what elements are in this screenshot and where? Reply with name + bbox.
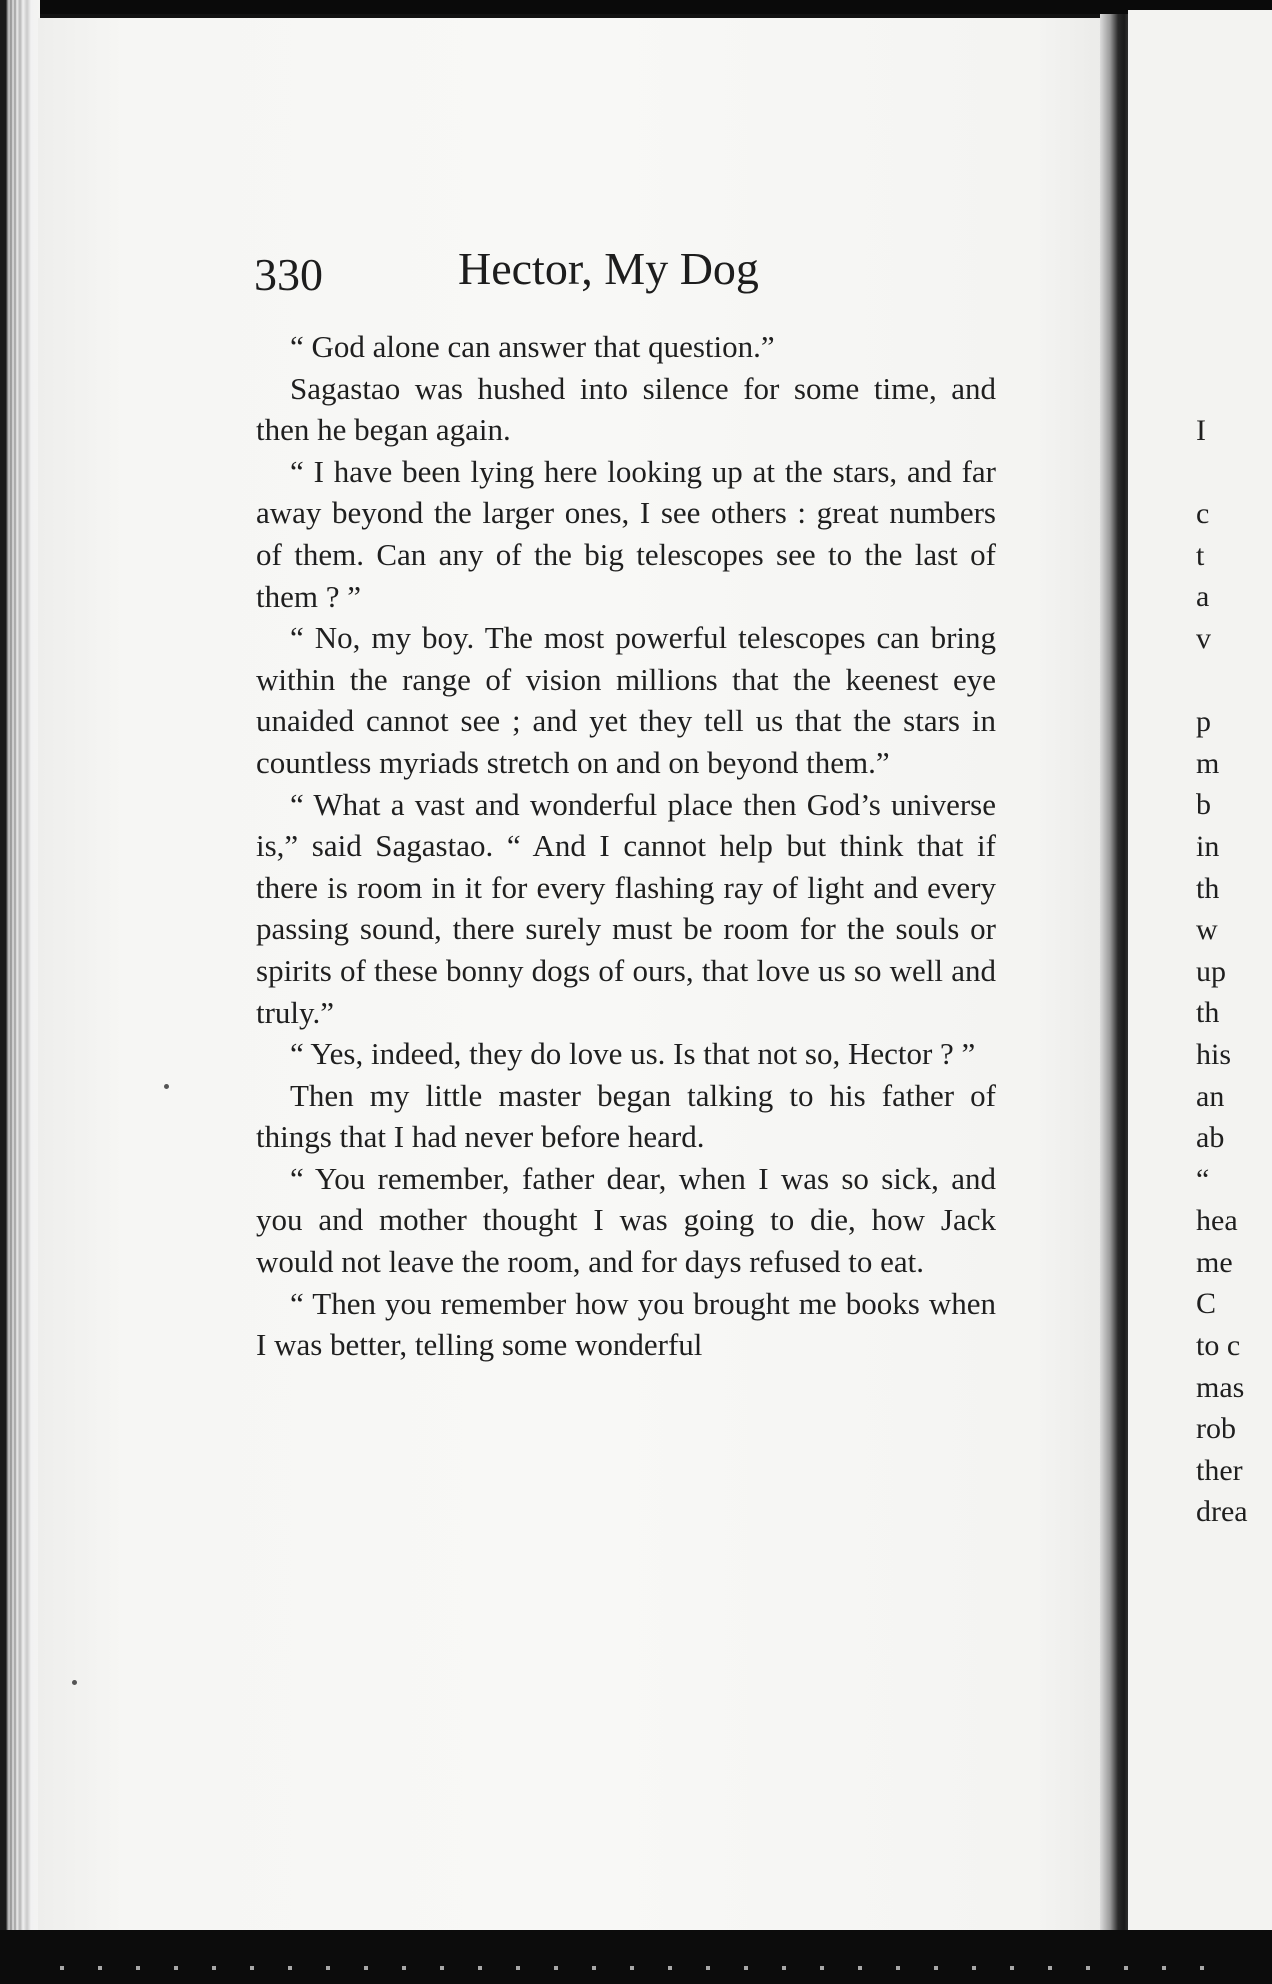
facing-page-fragment: c [1196, 497, 1210, 531]
facing-page-fragment: I [1196, 414, 1206, 447]
facing-page-fragment: to c [1196, 1329, 1241, 1363]
running-title: Hector, My Dog [458, 243, 759, 294]
facing-page-fragment: me [1196, 1245, 1233, 1279]
facing-page-fragment: b [1196, 788, 1211, 822]
book-gutter [1100, 14, 1130, 1934]
facing-page-fragment: hea [1196, 1204, 1238, 1238]
facing-page-fragment: up [1196, 954, 1226, 988]
page-stack-edges [0, 0, 40, 1984]
facing-page-fragment: his [1196, 1037, 1232, 1071]
facing-page-fragment [1196, 660, 1272, 702]
facing-page-fragment: C [1196, 1287, 1217, 1321]
facing-page-fragment: ther [1196, 1453, 1243, 1487]
scanner-top-edge [0, 0, 1272, 14]
facing-page-text [1196, 410, 1272, 1533]
paragraph: “ God alone can answer that question.” [290, 329, 775, 364]
ink-speck [72, 1680, 77, 1685]
paragraph: “ You remember, father dear, when I was so sick, and you and mother thought I was going to die, how Jack would not leave the room, and for days refused to eat. [256, 1160, 996, 1280]
paragraph: “ No, my boy. The most powerful telescopes can bring within the range of vision millions that the keenest eye unaided cannot see ; and yet they tell us that the stars in countless myriads stretch on and on beyond them.” [256, 620, 996, 780]
paragraph: “ Yes, indeed, they do love us. Is that not so, Hector ? ” [290, 1036, 976, 1072]
facing-page-fragment: th [1196, 996, 1220, 1030]
facing-page-fragment: “ [1196, 1162, 1210, 1196]
scanner-bottom-edge [0, 1930, 1272, 1984]
facing-page-fragment: drea [1196, 1495, 1248, 1529]
ink-speck [164, 1084, 169, 1089]
facing-page-fragment: v [1196, 621, 1211, 655]
page-number: 330 [254, 249, 323, 300]
body-text [256, 326, 996, 1366]
facing-page-fragment: w [1196, 913, 1218, 947]
facing-page-fragment: ab [1196, 1121, 1225, 1155]
facing-page-fragment: an [1196, 1079, 1225, 1113]
facing-page-fragment: t [1196, 538, 1205, 572]
facing-page-fragment: th [1196, 871, 1220, 905]
paragraph: Sagastao was hushed into silence for some time, and then he began again. [256, 370, 996, 448]
scanner-perforation [60, 1966, 1220, 1970]
facing-page-fragment: m [1196, 746, 1220, 780]
paragraph: “ I have been lying here looking up at the stars, and far away beyond the larger ones, I see others : great numbers of them. Can any of the big telescopes see to the last of them ? ” [256, 453, 996, 614]
paragraph: Then my little master began talking to his father of things that I had never before heard. [256, 1077, 996, 1155]
facing-page-fragment: mas [1196, 1370, 1245, 1404]
facing-page-fragment: rob [1196, 1412, 1236, 1446]
facing-page-fragment [1196, 452, 1272, 494]
facing-page-fragment: p [1196, 705, 1211, 739]
paragraph: “ What a vast and wonderful place then God’s universe is,” said Sagastao. “ And I cannot help but think that if there is room in it for every flashing ray of light and every passing sound, there surely must be room for the souls or spirits of these bonny dogs of ours, that love us so well and truly.” [256, 786, 996, 1030]
facing-page-fragment: in [1196, 829, 1220, 863]
facing-page-fragment: a [1196, 580, 1210, 614]
paragraph: “ Then you remember how you brought me books when I was better, telling some wonderful [256, 1285, 996, 1363]
